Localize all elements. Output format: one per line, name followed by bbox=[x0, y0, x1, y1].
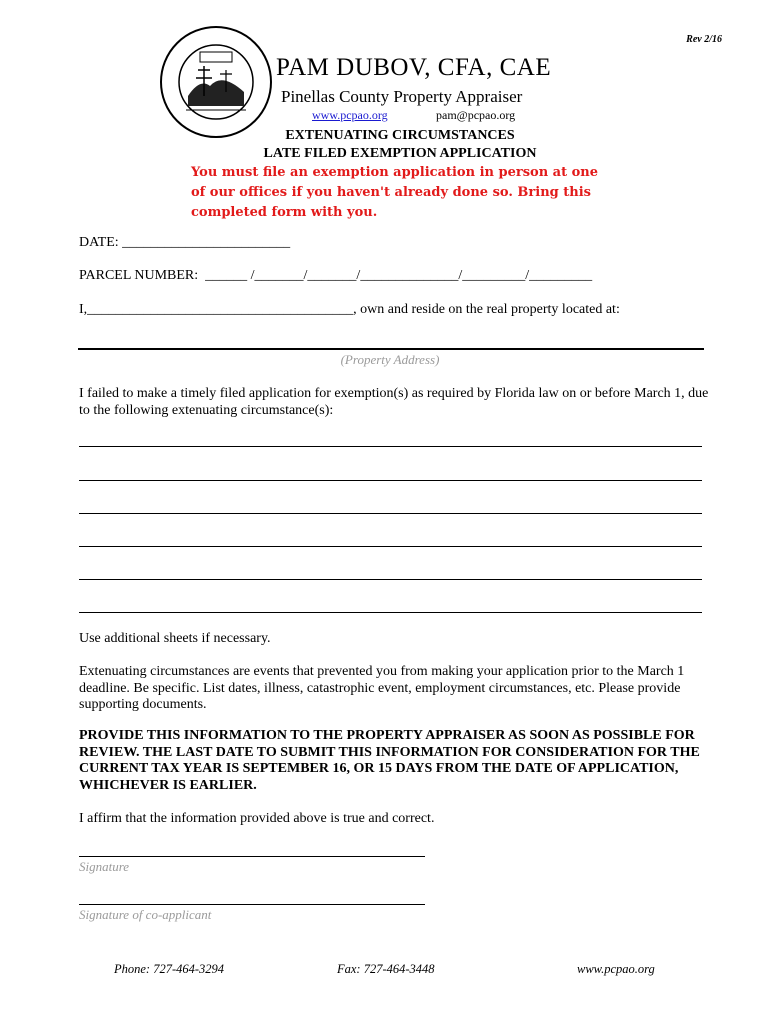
form-title-line-2: LATE FILED EXEMPTION APPLICATION bbox=[263, 146, 537, 161]
circumstance-line-3[interactable] bbox=[79, 513, 702, 514]
failure-statement: I failed to make a timely filed application for exemption(s) as required by Florida law on or before March 1, due to the following extenuating circumstance(s): bbox=[79, 386, 709, 418]
additional-sheets-note: Use additional sheets if necessary. bbox=[79, 631, 271, 646]
county-seal-logo bbox=[160, 26, 272, 138]
appraiser-office: Pinellas County Property Appraiser bbox=[281, 87, 523, 106]
footer-fax: Fax: 727-464-3448 bbox=[337, 962, 435, 976]
signature-label: Signature bbox=[79, 859, 130, 874]
footer-website[interactable]: www.pcpao.org bbox=[577, 962, 655, 976]
affirmation-statement: I affirm that the information provided above is true and correct. bbox=[79, 811, 435, 826]
circumstance-line-6[interactable] bbox=[79, 612, 702, 613]
in-person-warning: You must file an exemption application in person at one of our offices if you haven't already done so. Bring this completed form with you. bbox=[191, 165, 599, 220]
property-address-line[interactable] bbox=[78, 348, 704, 350]
footer-phone: Phone: 727-464-3294 bbox=[114, 962, 225, 976]
revision-label: Rev 2/16 bbox=[686, 34, 722, 45]
date-field[interactable]: DATE: ________________________ bbox=[79, 235, 291, 250]
circumstance-line-1[interactable] bbox=[79, 446, 702, 447]
form-title-line-1: EXTENUATING CIRCUMSTANCES bbox=[285, 128, 515, 143]
website-link[interactable]: www.pcpao.org bbox=[312, 108, 388, 122]
email-address: pam@pcpao.org bbox=[436, 108, 516, 122]
owner-name-field[interactable]: I,______________________________________, own and reside on the real property located at: bbox=[79, 302, 620, 317]
circumstance-line-2[interactable] bbox=[79, 480, 702, 481]
parcel-number-field[interactable]: PARCEL NUMBER: ______ /_______/_______/______________/_________/_________ bbox=[79, 268, 593, 283]
appraiser-name: PAM DUBOV, CFA, CAE bbox=[276, 54, 552, 81]
circumstance-line-4[interactable] bbox=[79, 546, 702, 547]
extenuating-explanation: Extenuating circumstances are events that prevented you from making your application prior to the March 1 deadline. Be specific. List dates, illness, catastrophic event, employment circumstances, etc. Please provide supporting documents. bbox=[79, 664, 685, 712]
co-applicant-signature-label: Signature of co-applicant bbox=[79, 907, 212, 922]
circumstance-line-5[interactable] bbox=[79, 579, 702, 580]
signature-line[interactable] bbox=[79, 856, 425, 857]
property-address-label: (Property Address) bbox=[340, 352, 440, 367]
co-applicant-signature-line[interactable] bbox=[79, 904, 425, 905]
deadline-notice: PROVIDE THIS INFORMATION TO THE PROPERTY APPRAISER AS SOON AS POSSIBLE FOR REVIEW. THE LAST DATE TO SUBMIT THIS INFORMATION FOR CONSIDERATION FOR THE CURRENT TAX YEAR IS SEPTEMBER 16, OR 15 DAYS FROM THE DATE OF APPLICATION, WHICHEVER IS EARLIER. bbox=[79, 728, 700, 793]
